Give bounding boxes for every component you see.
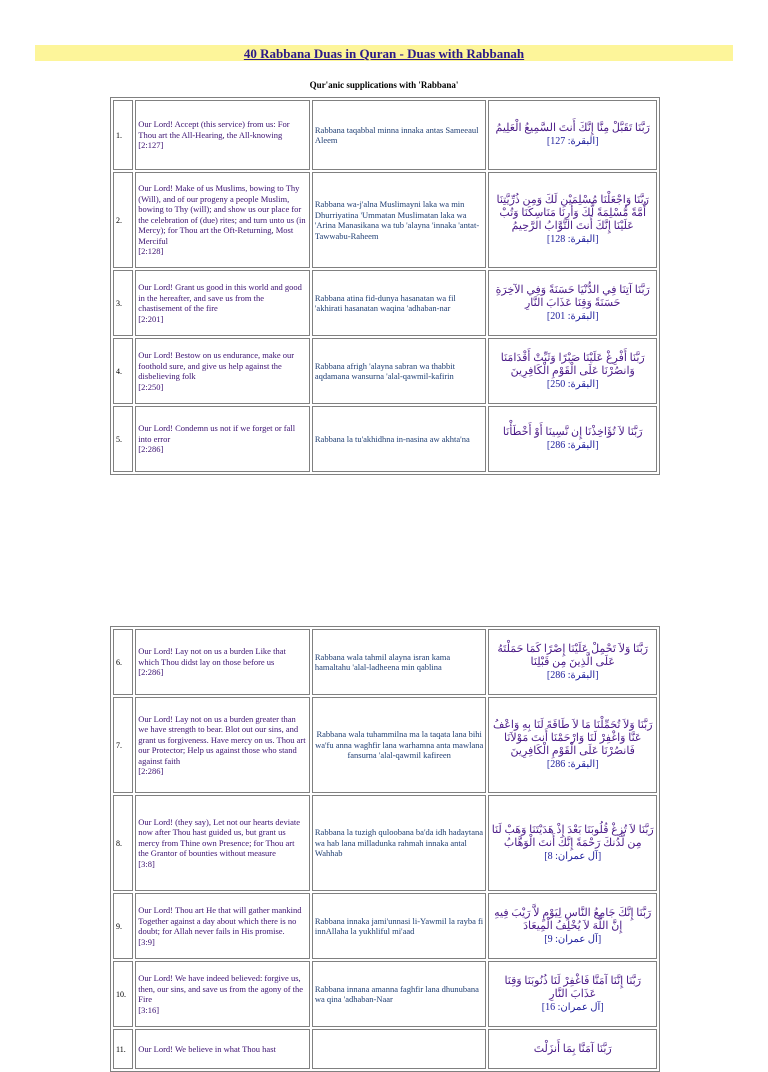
dua-arabic-cell (488, 1029, 657, 1069)
dua-arabic-reference: [البقرة: 128] (546, 234, 599, 245)
dua-english-text: Our Lord! Condemn us not if we forget or fall into error (138, 423, 296, 444)
dua-number: 11. (113, 1029, 133, 1069)
dua-english-text: Our Lord! Make of us Muslims, bowing to Thy (Will), and of our progeny a people Muslim, bowing to Thy (will); and show us our place for the celebration of (due) rites; and turn unto us (in Mercy); for Thou art the Oft-Returning, Most Merciful (138, 183, 306, 246)
dua-verse-reference: [2:250] (138, 381, 164, 392)
dua-number: 2. (113, 172, 133, 268)
dua-arabic-text: رَبَّنَا وَلاَ تَحْمِلْ عَلَيْنَا إِصْرًا كَمَا حَمَلْتَهُ عَلَى الَّذِينَ مِن قَبْلِنَا (497, 642, 649, 668)
table-row (113, 629, 657, 695)
dua-arabic-reference: [آل عمران: 16] (541, 1001, 604, 1013)
dua-number: 7. (113, 697, 133, 793)
dua-english-cell (135, 338, 310, 404)
dua-english-cell (135, 629, 310, 695)
dua-arabic-reference: [البقرة: 201] (546, 310, 599, 322)
table-row (113, 338, 657, 404)
table-row (113, 172, 657, 268)
dua-arabic-text: رَبَّنَا لاَ تُؤَاخِذْنَا إِن نَّسِينَا أَوْ أَخْطَأْنَا (502, 426, 643, 438)
dua-verse-reference: [2:128] (138, 246, 164, 257)
dua-arabic-reference: [البقرة: 286] (546, 669, 599, 681)
table-row (113, 961, 657, 1027)
dua-arabic-reference: [آل عمران: 9] (544, 933, 602, 945)
dua-arabic-cell (488, 697, 657, 793)
dua-arabic-text: رَبَّنَا لاَ تُزِغْ قُلُوبَنَا بَعْدَ إِذْ هَدَيْتَنَا وَهَبْ لَنَا مِن لَّدُنكَ رَحْمَةً إِنَّكَ أَنتَ الْوَهَّابُ (491, 823, 654, 849)
dua-number: 6. (113, 629, 133, 695)
dua-transliteration: Rabbana la tu'akhidhna in-nasina aw akhta'na (312, 406, 487, 472)
dua-verse-reference: [3:8] (138, 858, 155, 869)
dua-number: 1. (113, 100, 133, 170)
dua-number: 5. (113, 406, 133, 472)
duas-table-1 (110, 97, 660, 475)
table-row (113, 697, 657, 793)
dua-number: 3. (113, 270, 133, 336)
table-row (113, 1029, 657, 1069)
dua-arabic-cell (488, 172, 657, 268)
dua-arabic-text: رَبَّنَا إِنَّكَ جَامِعُ النَّاسِ لِيَوْمٍ لاَّ رَيْبَ فِيهِ إِنَّ اللَّهَ لاَ يُخْلِفُ الْمِيعَادَ (494, 906, 652, 932)
page-subtitle: Qur'anic supplications with 'Rabbana' (309, 80, 459, 90)
dua-arabic-text: رَبَّنَا وَاجْعَلْنَا مُسْلِمَيْنِ لَكَ وَمِن ذُرِّيَّتِنَا أُمَّةً مُّسْلِمَةً لَّكَ وَأَرِنَا مَنَاسِكَنَا وَتُبْ عَلَيْنَا إِنَّكَ أَنتَ التَّوَّابُ الرَّحِيمُ (496, 194, 649, 232)
dua-number: 9. (113, 893, 133, 959)
dua-verse-reference: [2:127] (138, 140, 164, 151)
dua-arabic-cell (488, 270, 657, 336)
dua-transliteration (312, 1029, 487, 1069)
dua-transliteration: Rabbana wala tahmil alayna isran kama hamaltahu 'alal-ladheena min qablina (312, 629, 487, 695)
table-row (113, 270, 657, 336)
dua-arabic-text: رَبَّنَا وَلاَ تُحَمِّلْنَا مَا لاَ طَاقَةَ لَنَا بِهِ وَاعْفُ عَنَّا وَاغْفِرْ لَنَا وَارْحَمْنَا أَنتَ مَوْلاَنَا فَانصُرْنَا عَلَى الْقَوْمِ الْكَافِرِينَ (492, 719, 653, 757)
dua-english-text: Our Lord! Thou art He that will gather mankind Together against a day about which there is no doubt; for Allah never fails in His promise. (138, 905, 302, 936)
dua-english-text: Our Lord! Accept (this service) from us: For Thou art the All-Hearing, the All-knowing (138, 119, 290, 140)
page-title-link[interactable]: 40 Rabbana Duas in Quran - Duas with Rabbanah (243, 46, 525, 61)
dua-number: 4. (113, 338, 133, 404)
dua-english-cell (135, 795, 310, 891)
dua-english-text: Our Lord! Lay not on us a burden greater than we have strength to bear. Blot out our sins, and grant us forgiveness. Have mercy on us. Thou art our Protector; Help us against those who stand against faith (138, 713, 306, 766)
dua-english-cell (135, 1029, 310, 1069)
dua-english-text: Our Lord! We believe in what Thou hast (138, 1043, 276, 1054)
dua-number: 8. (113, 795, 133, 891)
dua-transliteration: Rabbana innana amanna faghfir lana dhunubana wa qina 'adhaban-Naar (312, 961, 487, 1027)
dua-english-text: Our Lord! Lay not on us a burden Like that which Thou didst lay on those before us (138, 646, 286, 667)
dua-transliteration: Rabbana wa-j'alna Muslimayni laka wa min Dhurriyatina 'Ummatan Muslimatan laka wa 'Arina Manasikana wa tub 'alayna 'innaka 'antat-Tawwabu-Raheem (312, 172, 487, 268)
dua-arabic-cell (488, 795, 657, 891)
dua-arabic-cell (488, 406, 657, 472)
dua-arabic-text: رَبَّنَا أَفْرِغْ عَلَيْنَا صَبْرًا وَثَبِّتْ أَقْدَامَنَا وَانصُرْنَا عَلَى الْقَوْمِ الْكَافِرِينَ (500, 351, 645, 377)
table-row (113, 893, 657, 959)
dua-english-cell (135, 270, 310, 336)
dua-arabic-cell (488, 893, 657, 959)
dua-english-text: Our Lord! Bestow on us endurance, make our foothold sure, and give us help against the disbelieving folk (138, 350, 295, 381)
table-row (113, 406, 657, 472)
dua-arabic-cell (488, 100, 657, 170)
dua-verse-reference: [2:201] (138, 313, 164, 324)
dua-verse-reference: [2:286] (138, 667, 164, 678)
dua-verse-reference: [3:16] (138, 1004, 160, 1015)
dua-english-cell (135, 697, 310, 793)
dua-english-cell (135, 961, 310, 1027)
dua-arabic-reference: [البقرة: 127] (546, 136, 599, 147)
dua-arabic-reference: [آل عمران: 8] (544, 850, 602, 862)
dua-english-cell (135, 893, 310, 959)
dua-transliteration: Rabbana taqabbal minna innaka antas Sameeaul Aleem (312, 100, 487, 170)
dua-transliteration: Rabbana atina fid-dunya hasanatan wa fil 'akhirati hasanatan waqina 'adhaban-nar (312, 270, 487, 336)
dua-number: 10. (113, 961, 133, 1027)
dua-arabic-text: رَبَّنَا تَقَبَّلْ مِنَّا إِنَّكَ أَنتَ السَّمِيعُ الْعَلِيمُ (495, 122, 650, 134)
table-row (113, 795, 657, 891)
table-row (113, 100, 657, 170)
dua-verse-reference: [2:286] (138, 444, 164, 455)
dua-arabic-text: رَبَّنَا إِنَّنَا آمَنَّا فَاغْفِرْ لَنَا ذُنُوبَنَا وَقِنَا عَذَابَ النَّارِ (504, 974, 642, 1000)
dua-transliteration: Rabbana la tuzigh quloobana ba'da idh hadaytana wa hab lana milladunka rahmah innaka antal Wahhab (312, 795, 487, 891)
dua-arabic-text: رَبَّنَا آتِنَا فِي الدُّنْيَا حَسَنَةً وَفِي الآخِرَةِ حَسَنَةً وَقِنَا عَذَابَ النَّارِ (495, 283, 650, 309)
dua-verse-reference: [2:286] (138, 766, 164, 776)
dua-transliteration: Rabbana innaka jami'unnasi li-Yawmil la rayba fi innAllaha la yukhliful mi'aad (312, 893, 487, 959)
dua-english-cell (135, 100, 310, 170)
dua-transliteration: Rabbana wala tuhammilna ma la taqata lana bihi wa'fu anna waghfir lana warhamna anta mawlana fansurna 'alal-qawmil kafireen (312, 697, 487, 793)
dua-arabic-cell (488, 629, 657, 695)
dua-arabic-reference: [البقرة: 250] (546, 378, 599, 390)
dua-arabic-reference: [البقرة: 286] (546, 759, 599, 770)
dua-arabic-cell (488, 338, 657, 404)
dua-arabic-cell (488, 961, 657, 1027)
duas-table-2 (110, 626, 660, 1072)
dua-english-cell (135, 406, 310, 472)
dua-english-text: Our Lord! (they say), Let not our hearts deviate now after Thou hast guided us, but grant us mercy from Thine own Presence; for Thou art the Grantor of bounties without measure (138, 816, 300, 859)
dua-arabic-text: رَبَّنَا آمَنَّا بِمَا أَنزَلْتَ (533, 1042, 612, 1055)
dua-english-text: Our Lord! We have indeed believed: forgive us, then, our sins, and save us from the agony of the Fire (138, 973, 304, 1004)
dua-english-cell (135, 172, 310, 268)
dua-arabic-reference: [البقرة: 286] (546, 440, 599, 451)
dua-verse-reference: [3:9] (138, 936, 155, 947)
dua-english-text: Our Lord! Grant us good in this world and good in the hereafter, and save us from the chastisement of the fire (138, 282, 302, 313)
title-bar (35, 45, 733, 61)
dua-transliteration: Rabbana afrigh 'alayna sabran wa thabbit aqdamana wansurna 'alal-qawmil-kafirin (312, 338, 487, 404)
